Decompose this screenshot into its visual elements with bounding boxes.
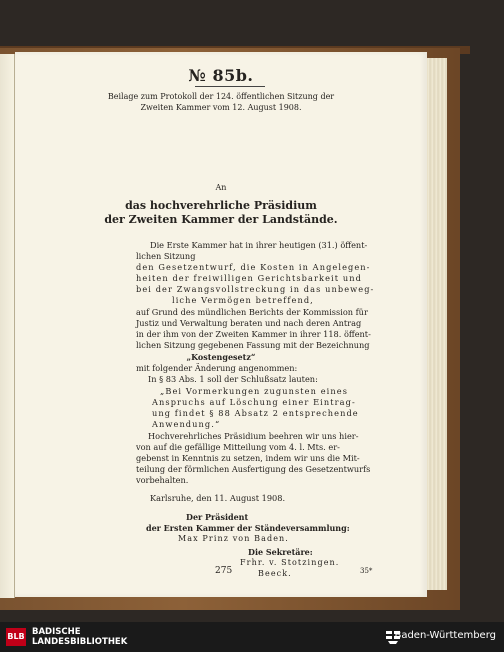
place-date: Karlsruhe, den 11. August 1908. xyxy=(150,493,286,503)
body-line-quote: Anspruchs auf Löschung einer Eintrag- xyxy=(152,397,356,407)
body-line: Hochverehrliches Präsidium beehren wir uns hier- xyxy=(148,431,359,441)
address-to: An xyxy=(215,183,227,192)
signature-mark: 35* xyxy=(360,567,373,575)
number-underline xyxy=(195,86,265,87)
chamber-name: der Ersten Kammer der Ständeversammlung: xyxy=(146,523,350,533)
body-line: mit folgender Änderung angenommen: xyxy=(136,363,298,373)
facing-page-edge xyxy=(0,54,15,598)
body-line: Justiz und Verwaltung beraten und nach deren Antrag xyxy=(136,318,362,328)
blb-logo[interactable]: BLB xyxy=(6,628,26,646)
body-line-quote: „Bei Vormerkungen zugunsten eines xyxy=(160,386,348,396)
page-edges xyxy=(427,58,447,590)
body-line: In § 83 Abs. 1 soll der Schlußsatz lauten: xyxy=(148,374,318,384)
viewer-footer xyxy=(0,622,504,652)
body-line: in der ihm von der Zweiten Kammer in ihrer 118. öffent- xyxy=(136,329,371,339)
title-line-1: das hochverehrliche Präsidium xyxy=(125,199,317,212)
library-name-line-2: LANDESBIBLIOTHEK xyxy=(32,637,128,647)
body-line-quote: Anwendung.“ xyxy=(152,419,221,429)
body-line: von auf die gefällige Mitteilung vom 4. l. Mts. er- xyxy=(136,442,340,452)
title-line-2: der Zweiten Kammer der Landstände. xyxy=(104,213,338,226)
supplement-line-2: Zweiten Kammer vom 12. August 1908. xyxy=(140,103,302,112)
body-line: liche Vermögen betreffend, xyxy=(172,295,314,305)
body-line-designation: „Kostengesetz“ xyxy=(186,352,256,362)
secretary-2: Beeck. xyxy=(258,569,292,578)
body-line: lichen Sitzung gegebenen Fassung mit der Bezeichnung xyxy=(136,340,370,350)
body-line-quote: ung findet § 88 Absatz 2 entsprechende xyxy=(152,408,359,418)
body-line: Die Erste Kammer hat in ihrer heutigen (31.) öffent- xyxy=(150,240,368,250)
body-line: auf Grund des mündlichen Berichts der Kommission für xyxy=(136,307,368,317)
body-line: gebenst in Kenntnis zu setzen, indem wir uns die Mit- xyxy=(136,453,360,463)
library-name[interactable] xyxy=(32,627,127,647)
body-line: bei der Zwangsvollstreckung in das unbeweg- xyxy=(136,284,375,294)
secretary-1: Frhr. v. Stotzingen. xyxy=(240,558,340,567)
body-line: den Gesetzentwurf, die Kosten in Angelegen- xyxy=(136,262,371,272)
state-name[interactable]: Baden-Württemberg xyxy=(394,630,496,641)
supplement-line-1: Beilage zum Protokoll der 124. öffentlichen Sitzung der xyxy=(107,92,335,101)
body-line: heiten der freiwilligen Gerichtsbarkeit und xyxy=(136,273,362,283)
secretary-label: Die Sekretäre: xyxy=(248,547,313,557)
president-label: Der Präsident xyxy=(186,512,249,522)
body-line: lichen Sitzung xyxy=(136,251,196,261)
body-line: teilung der förmlichen Ausfertigung des Gesetzentwurfs xyxy=(136,464,371,474)
library-name-line-1: BADISCHE xyxy=(32,627,81,637)
document-number: № 85b. xyxy=(188,66,254,85)
page-number: 275 xyxy=(215,566,233,576)
body-line: vorbehalten. xyxy=(136,475,189,485)
president-name: Max Prinz von Baden. xyxy=(178,534,289,543)
